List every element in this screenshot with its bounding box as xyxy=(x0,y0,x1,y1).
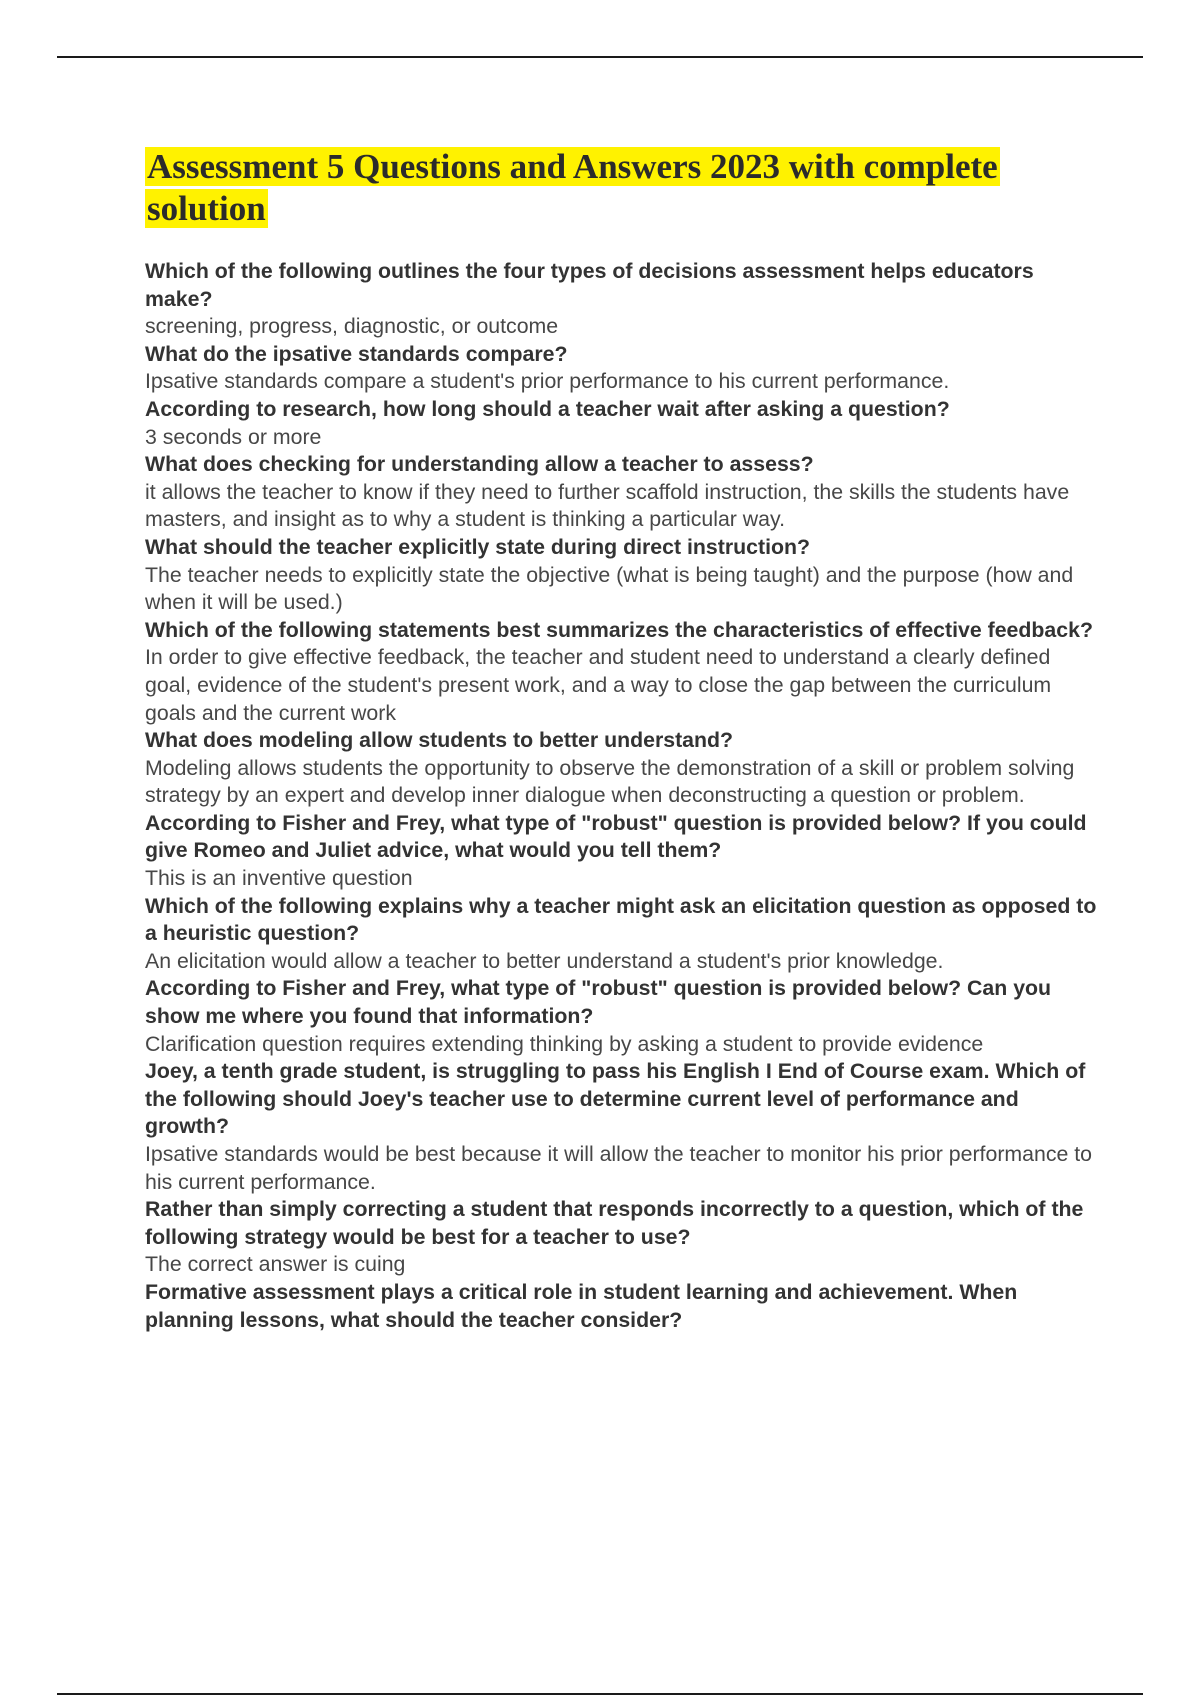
qa-item xyxy=(145,810,1100,893)
qa-item xyxy=(145,451,1100,534)
top-rule xyxy=(57,56,1143,58)
qa-item xyxy=(145,1279,1100,1334)
answer-text: This is an inventive question xyxy=(145,866,413,891)
question-text: What does checking for understanding allow a teacher to assess? xyxy=(145,452,814,477)
answer-text: screening, progress, diagnostic, or outcome xyxy=(145,314,559,339)
question-text: Rather than simply correcting a student that responds incorrectly to a question, which of the following strategy would be best for a teacher to use? xyxy=(145,1197,1084,1249)
qa-item xyxy=(145,258,1100,341)
answer-text: Modeling allows students the opportunity to observe the demonstration of a skill or problem solving strategy by an expert and develop inner dialogue when deconstructing a question or problem. xyxy=(145,755,1075,808)
qa-item xyxy=(145,975,1100,1058)
question-text: According to Fisher and Frey, what type of "robust" question is provided below? If you could give Romeo and Juliet advice, what would you tell them? xyxy=(145,810,1087,863)
question-text: What do the ipsative standards compare? xyxy=(145,341,568,366)
qa-item xyxy=(145,893,1100,976)
qa-item xyxy=(145,1058,1100,1196)
title-highlight: Assessment 5 Questions and Answers 2023 with complete solution xyxy=(147,147,998,228)
qa-item xyxy=(145,534,1100,617)
answer-text: Ipsative standards would be best because it will allow the teacher to monitor his prior performance to his current performance. xyxy=(145,1142,1093,1194)
answer-text: Clarification question requires extending thinking by asking a student to provide evidence xyxy=(145,1031,984,1056)
bottom-rule xyxy=(57,1693,1143,1695)
answer-text: The teacher needs to explicitly state the objective (what is being taught) and the purpose (how and when it will be used.) xyxy=(145,562,1074,615)
qa-item xyxy=(145,396,1100,451)
question-text: Which of the following statements best summarizes the characteristics of effective feedback? xyxy=(145,617,1093,642)
question-text: Which of the following explains why a teacher might ask an elicitation question as opposed to a heuristic question? xyxy=(145,893,1097,946)
answer-text: In order to give effective feedback, the teacher and student need to understand a clearly defined goal, evidence of the student's present work, and a way to close the gap between the curriculum goals and the current work xyxy=(145,645,1052,725)
qa-item xyxy=(145,1196,1100,1279)
answer-text: Ipsative standards compare a student's prior performance to his current performance. xyxy=(145,369,950,394)
answer-text: An elicitation would allow a teacher to better understand a student's prior knowledge. xyxy=(145,948,944,973)
qa-item xyxy=(145,341,1100,396)
qa-list xyxy=(145,258,1100,1334)
answer-text: The correct answer is cuing xyxy=(145,1252,406,1277)
question-text: What does modeling allow students to better understand? xyxy=(145,728,734,753)
answer-text: 3 seconds or more xyxy=(145,424,322,449)
question-text: According to Fisher and Frey, what type of "robust" question is provided below? Can you show me where you found that information? xyxy=(145,976,1052,1029)
document-title xyxy=(145,146,1105,230)
question-text: Which of the following outlines the four types of decisions assessment helps educators make? xyxy=(145,259,1034,311)
question-text: What should the teacher explicitly state during direct instruction? xyxy=(145,534,811,559)
qa-item xyxy=(145,617,1100,727)
question-text: According to research, how long should a teacher wait after asking a question? xyxy=(145,396,950,421)
qa-item xyxy=(145,727,1100,810)
question-text: Formative assessment plays a critical role in student learning and achievement. When planning lessons, what should the teacher consider? xyxy=(145,1279,1018,1332)
answer-text: it allows the teacher to know if they need to further scaffold instruction, the skills the students have masters, and insight as to why a student is thinking a particular way. xyxy=(145,479,1070,532)
question-text: Joey, a tenth grade student, is struggling to pass his English I End of Course exam. Which of the following should Joey's teacher use to determine current level of performance and growth? xyxy=(145,1059,1086,1139)
